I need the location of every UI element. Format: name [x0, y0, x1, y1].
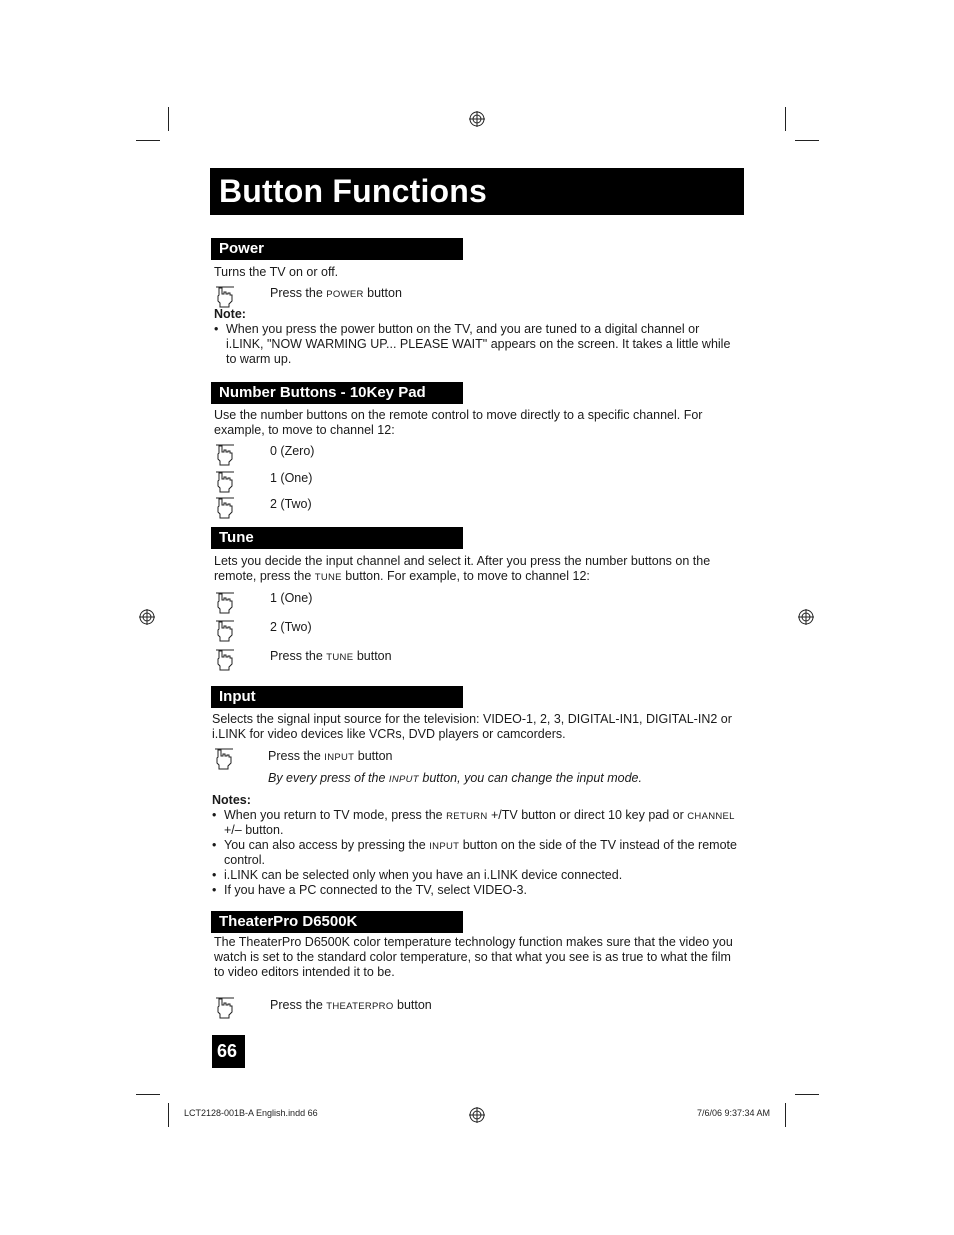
page-title-bar: [210, 168, 744, 215]
bullet-icon: •: [212, 868, 217, 882]
crop-mark: [136, 1094, 160, 1095]
hand-press-icon: [212, 747, 236, 771]
crop-mark: [168, 1103, 169, 1127]
page-title: Button Functions: [219, 173, 488, 209]
theater-intro-line: watch is set to the standard color temperature, so that what you see is as true to what the film: [214, 950, 731, 964]
page-number: 66: [217, 1041, 238, 1061]
bullet-icon: •: [212, 883, 217, 897]
bullet-icon: •: [214, 322, 219, 336]
section-heading-tune: [211, 527, 463, 549]
note-line: When you return to TV mode, press the RETURN +/TV button or direct 10 key pad or CHANNEL: [224, 808, 735, 822]
hand-press-icon: [213, 496, 237, 520]
hand-press-icon: [213, 591, 237, 615]
hand-press-icon: [213, 648, 237, 672]
number-step: 1 (One): [270, 471, 313, 485]
number-step: 0 (Zero): [270, 444, 315, 458]
registration-mark-icon: [139, 609, 155, 625]
crop-mark: [168, 107, 169, 131]
number-intro-line: example, to move to channel 12:: [214, 423, 395, 437]
note-line: When you press the power button on the TV, and you are tuned to a digital channel or: [226, 322, 700, 336]
section-heading-label: Input: [219, 688, 256, 705]
section-heading-label: Power: [219, 240, 265, 257]
key-name: INPUT: [324, 752, 355, 763]
crop-mark: [795, 140, 819, 141]
registration-mark-icon: [469, 111, 485, 127]
footer-filename: LCT2128-001B-A English.indd 66: [184, 1108, 318, 1118]
section-heading-label: Tune: [219, 529, 254, 546]
key-name: TUNE: [326, 652, 354, 663]
input-mode-hint: By every press of the INPUT button, you can change the input mode.: [268, 771, 642, 785]
crop-mark: [136, 140, 160, 141]
note-line: You can also access by pressing the INPUT button on the side of the TV instead of the remote: [224, 838, 737, 852]
bullet-icon: •: [212, 838, 217, 852]
section-heading-power: [211, 238, 463, 260]
crop-mark: [785, 107, 786, 131]
tune-intro-line: remote, press the TUNE button. For example, to move to channel 12:: [214, 569, 590, 583]
power-intro: Turns the TV on or off.: [214, 265, 339, 279]
key-name: RETURN: [446, 811, 488, 822]
key-name: INPUT: [429, 841, 460, 852]
key-name: INPUT: [388, 774, 419, 785]
number-intro-line: Use the number buttons on the remote control to move directly to a specific channel. For: [214, 408, 703, 422]
note-line: i.LINK, "NOW WARMING UP... PLEASE WAIT" appears on the screen. It takes a little while: [226, 337, 731, 351]
notes-label: Notes:: [212, 793, 251, 807]
bullet-icon: •: [212, 808, 217, 822]
page-number-badge: [212, 1035, 245, 1068]
tune-step: Press the TUNE button: [270, 649, 392, 663]
registration-mark-icon: [469, 1107, 485, 1123]
crop-mark: [785, 1103, 786, 1127]
section-heading-input: [211, 686, 463, 708]
note-line: If you have a PC connected to the TV, select VIDEO-3.: [224, 883, 527, 897]
input-step: Press the INPUT button: [268, 749, 393, 763]
hand-press-icon: [213, 443, 237, 467]
footer-timestamp: 7/6/06 9:37:34 AM: [697, 1108, 771, 1118]
hand-press-icon: [213, 285, 237, 309]
section-heading-number-buttons: [211, 382, 463, 404]
hand-press-icon: [213, 470, 237, 494]
note-line: to warm up.: [226, 352, 292, 366]
registration-mark-icon: [798, 609, 814, 625]
tune-intro-line: Lets you decide the input channel and select it. After you press the number buttons on the: [214, 554, 711, 568]
hand-press-icon: [213, 996, 237, 1020]
crop-mark: [795, 1094, 819, 1095]
section-heading-label: TheaterPro D6500K: [219, 913, 358, 930]
note-line: +/– button.: [224, 823, 284, 837]
hand-press-icon: [213, 619, 237, 643]
theater-intro-line: to video editors intended it to be.: [214, 965, 395, 979]
key-name: TUNE: [314, 572, 342, 583]
tune-step: 2 (Two): [270, 620, 312, 634]
note-line: control.: [224, 853, 265, 867]
input-intro-line: Selects the signal input source for the television: VIDEO-1, 2, 3, DIGITAL-IN1, DIGITAL-IN2 or: [212, 712, 732, 726]
key-name: POWER: [326, 289, 364, 300]
tune-step: 1 (One): [270, 591, 313, 605]
key-name: THEATER: [326, 1001, 373, 1012]
number-step: 2 (Two): [270, 497, 312, 511]
power-step: Press the POWER button: [270, 286, 402, 300]
section-heading-theaterpro: [211, 911, 463, 933]
note-line: i.LINK can be selected only when you have an i.LINK device connected.: [224, 868, 623, 882]
theater-step: Press the THEATERPRO button: [270, 998, 432, 1012]
input-intro-line: i.LINK for video devices like VCRs, DVD players or camcorders.: [212, 727, 566, 741]
theater-intro-line: The TheaterPro D6500K color temperature technology function makes sure that the video you: [214, 935, 733, 949]
key-name: CHANNEL: [687, 811, 735, 822]
section-heading-label: Number Buttons - 10Key Pad: [219, 384, 426, 401]
note-label: Note:: [214, 307, 246, 321]
key-name: PRO: [372, 1001, 394, 1012]
